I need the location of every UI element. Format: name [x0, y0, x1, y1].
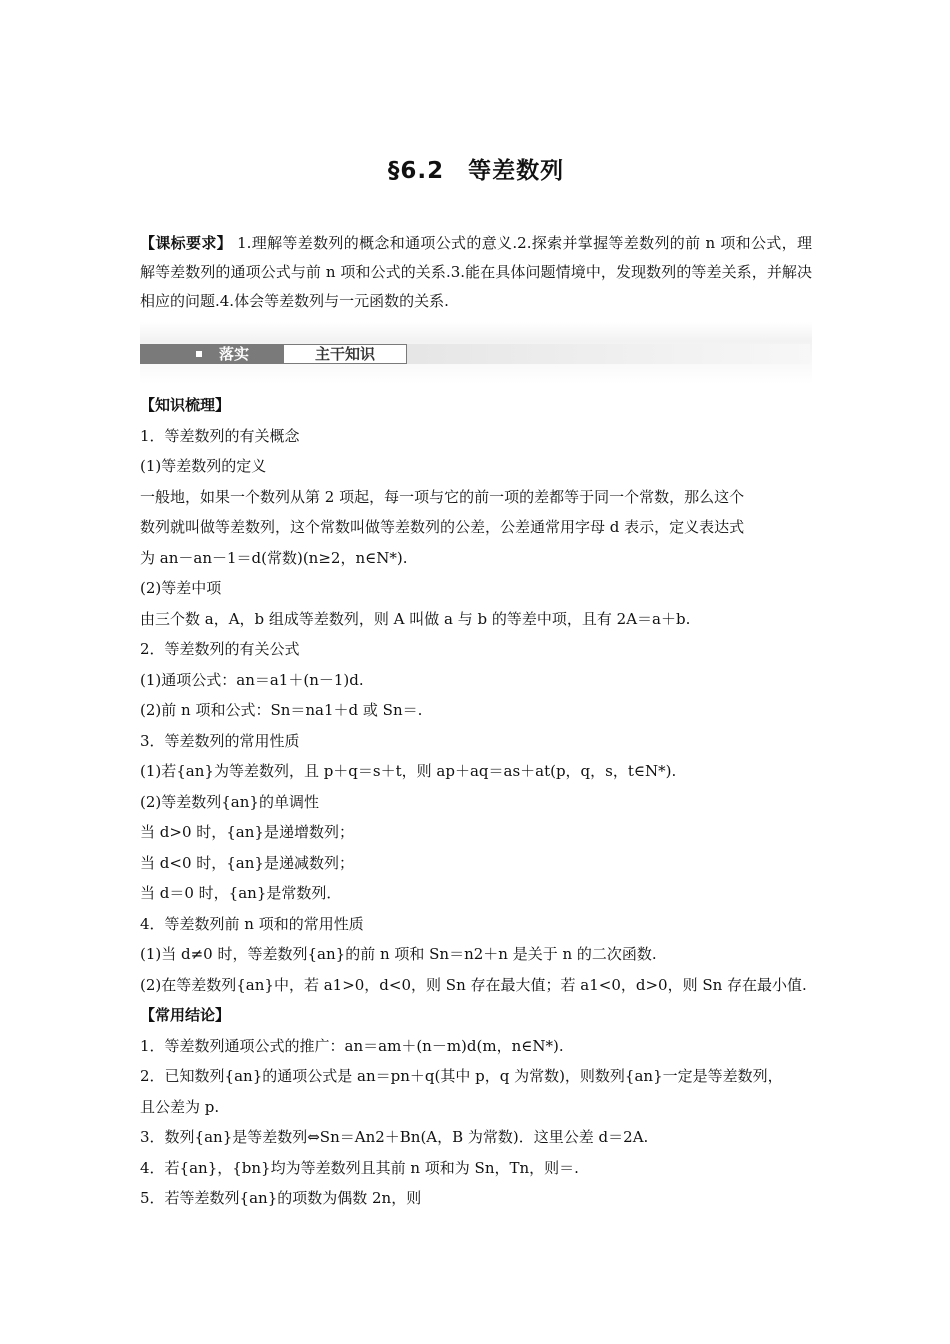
text-line: 1．等差数列的有关概念 [140, 426, 300, 445]
banner-left-label: 落实 [219, 345, 250, 363]
page-title: §6.2 等差数列 [387, 158, 565, 184]
text-line: 当 d<0 时，{an}是递减数列； [140, 853, 354, 872]
text-line: (1)通项公式：an＝a1＋(n－1)d. [140, 670, 364, 689]
requirements-label: 【课标要求】 [140, 234, 232, 252]
text-line: (1)当 d≠0 时，等差数列{an}的前 n 项和 Sn＝n2＋n 是关于 n 的二次函数. [140, 945, 657, 963]
text-line: (1)等差数列的定义 [140, 457, 267, 475]
banner-right-label: 主干知识 [283, 344, 407, 364]
text-line: 一般地，如果一个数列从第 2 项起，每一项与它的前一项的差都等于同一个常数，那么这个 [140, 487, 745, 506]
text-line: (2)等差中项 [140, 579, 222, 597]
text-line: 为 an－an－1＝d(常数)(n≥2，n∈N*). [140, 548, 408, 567]
text-line: 数列就叫做等差数列，这个常数叫做等差数列的公差，公差通常用字母 d 表示，定义表达式 [140, 518, 745, 536]
section-heading: 【常用结论】 [140, 1006, 231, 1024]
text-line: 当 d>0 时，{an}是递增数列； [140, 823, 354, 841]
text-line: 当 d＝0 时，{an}是常数列． [140, 884, 342, 902]
requirements-text: 1.理解等差数列的概念和通项公式的意义.2.探索并掌握等差数列的前 n 项和公式，理解等差数列的通项公式与前 n 项和公式的关系.3.能在具体问题情境中，发现数列的等差关系，并解决相应的问题.4.体会等差数列与一元函数的关系. [140, 234, 812, 310]
text-line: (2)前 n 项和公式：Sn＝na1＋d 或 Sn＝. [140, 701, 423, 719]
text-line: (2)等差数列{an}的单调性 [140, 792, 319, 811]
text-line: 4．等差数列前 n 项和的常用性质 [140, 914, 364, 933]
curriculum-requirements [140, 229, 812, 316]
text-line: 且公差为 p. [140, 1097, 220, 1116]
text-line: 3．数列{an}是等差数列⇔Sn＝An2＋Bn(A，B 为常数)．这里公差 d＝2A. [140, 1128, 649, 1146]
text-line: 1．等差数列通项公式的推广：an＝am＋(n－m)d(m，n∈N*). [140, 1036, 564, 1055]
text-line: (1)若{an}为等差数列，且 p＋q＝s＋t，则 ap＋aq＝as＋at(p，q，s，t∈N*). [140, 762, 677, 780]
section-heading: 【知识梳理】 [140, 396, 231, 414]
knowledge-body [140, 390, 812, 1214]
text-line: 3．等差数列的常用性质 [140, 731, 300, 750]
text-line: 2．已知数列{an}的通项公式是 an＝pn＋q(其中 p，q 为常数)，则数列{an}一定是等差数列， [140, 1067, 783, 1085]
text-line: 5．若等差数列{an}的项数为偶数 2n，则 [140, 1189, 422, 1207]
text-line: (2)在等差数列{an}中，若 a1>0，d<0，则 Sn 存在最大值；若 a1<0，d>0，则 Sn 存在最小值. [140, 975, 807, 994]
text-line: 2．等差数列的有关公式 [140, 640, 300, 658]
text-line: 由三个数 a，A，b 组成等差数列，则 A 叫做 a 与 b 的等差中项，且有 2A＝a＋b. [140, 609, 691, 628]
section-banner [140, 322, 812, 384]
banner-left-tab [140, 344, 283, 364]
square-bullet-icon [196, 351, 202, 357]
text-line: 4．若{an}，{bn}均为等差数列且其前 n 项和为 Sn，Tn，则＝. [140, 1158, 579, 1177]
